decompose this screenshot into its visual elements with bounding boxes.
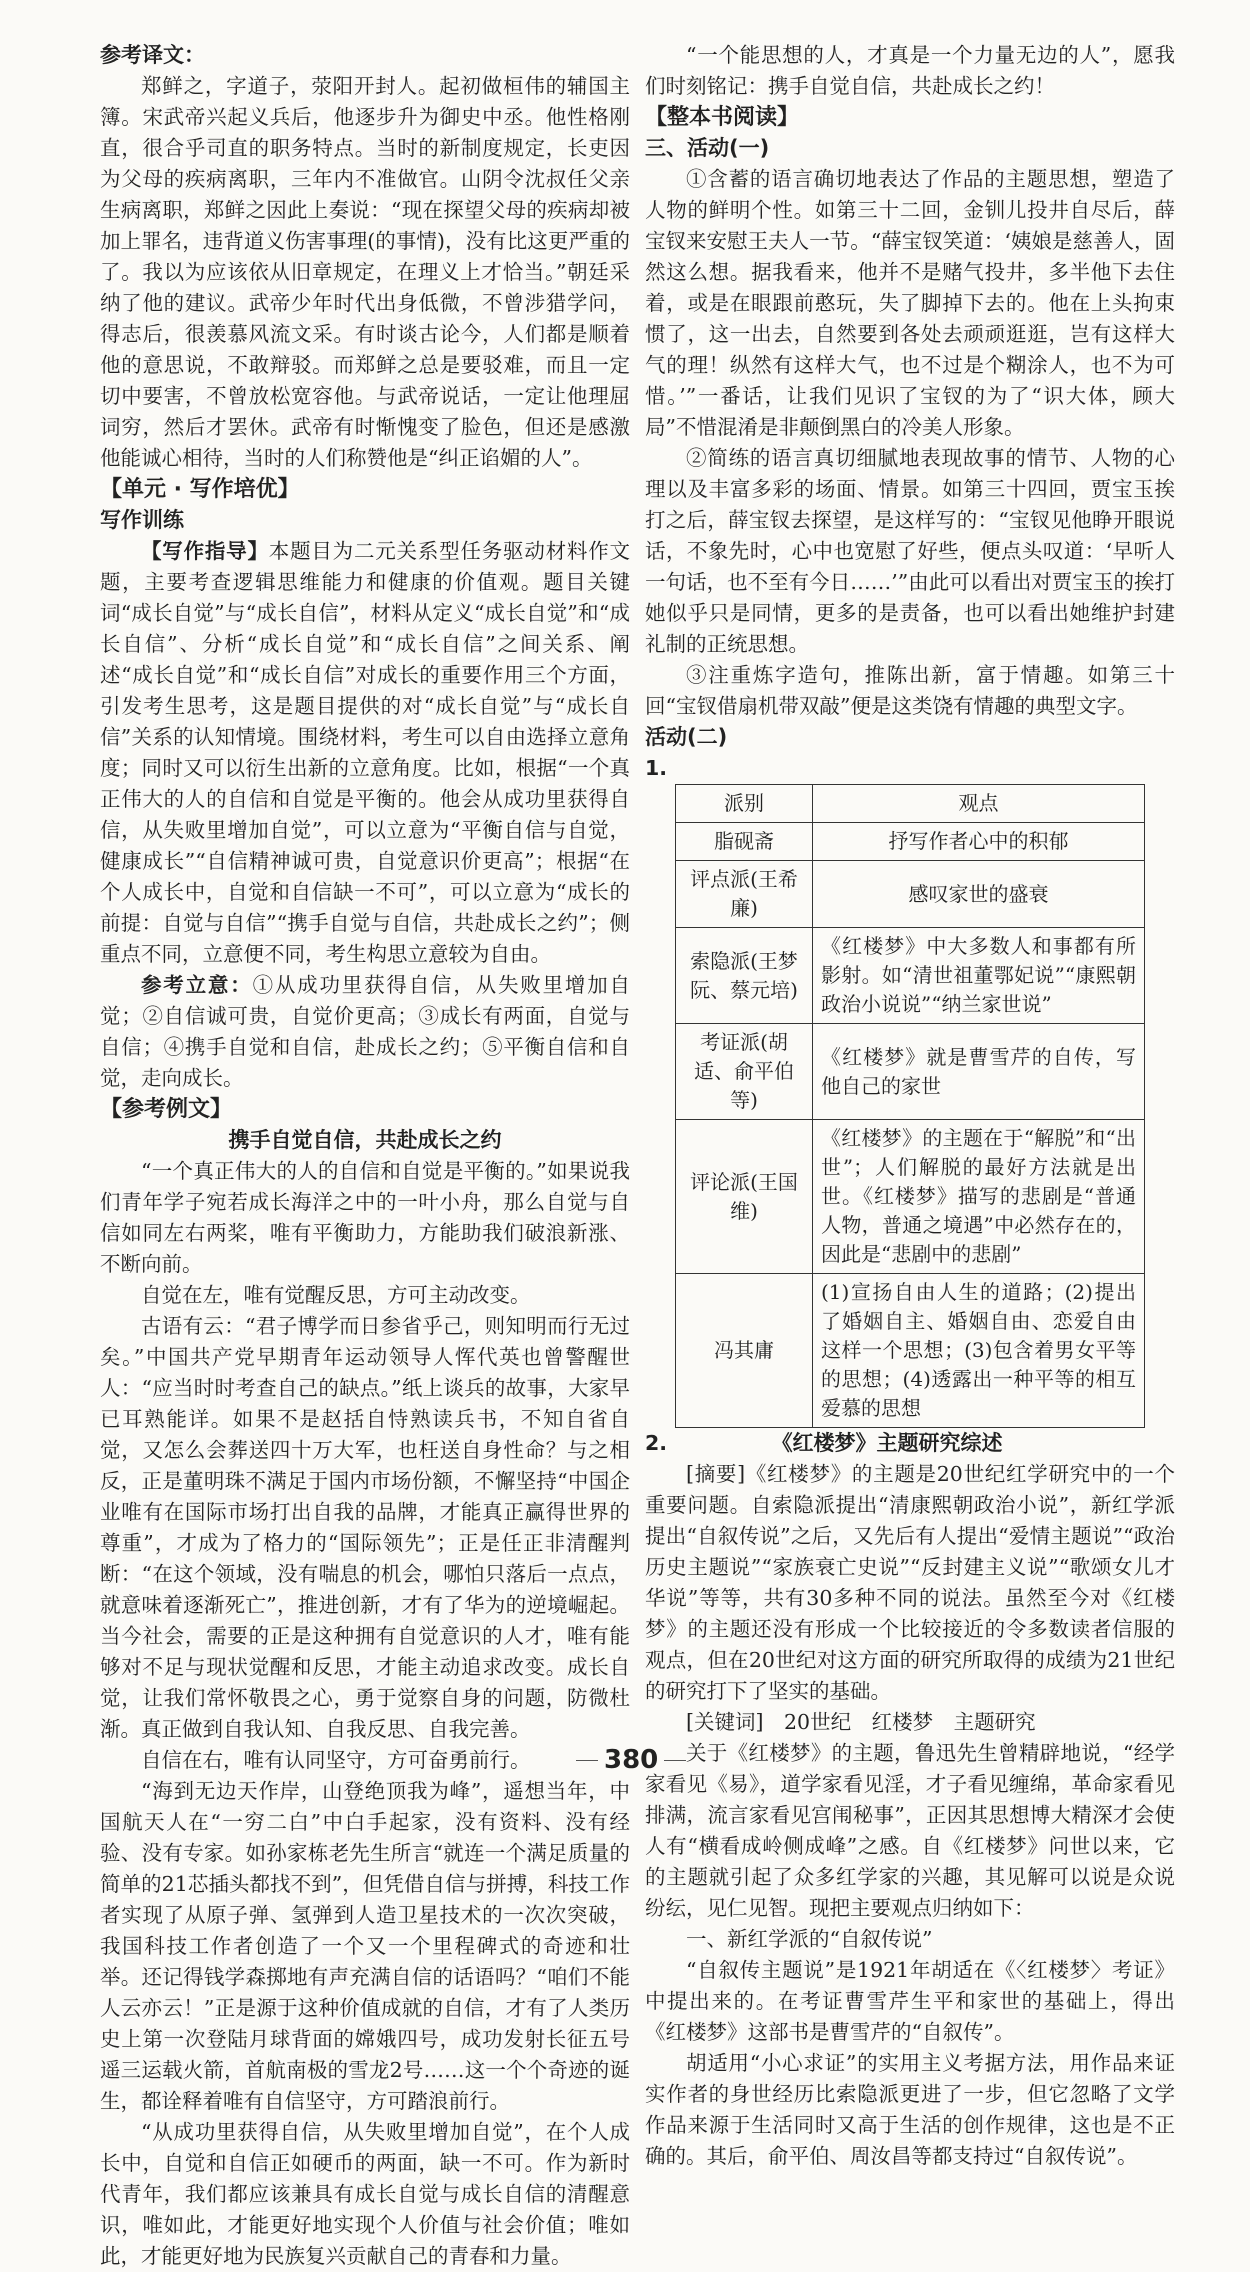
writing-guide-text: 本题目为二元关系型任务驱动材料作文题，主要考查逻辑思维能力和健康的价值观。题目关键词“成长自觉”与“成长自信”，材料从定义“成长自觉”和“成长自信”、分析“成长自觉”和“成长自信”之间关系、阐述“成长自觉”和“成长自信”对成长的重要作用三个方面，引发考生思考，这是题目提供的对“成长自觉”与“成长自信”关系的认知情境。围绕材料，考生可以自由选择立意角度；同时又可以衍生出新的立意角度。比如，根据“一个真正伟大的人的自信和自觉是平衡的。他会从成功里获得自信，从失败里增加自觉”，可以立意为“平衡自信与自觉，健康成长”“自信精神诚可贵，自觉意识价更高”；根据“在个人成长中，自觉和自信缺一不可”，可以立意为“成长的前提：自觉与自信”“携手自觉与自信，共赴成长之约”；侧重点不同，立意便不同，考生构思立意较为自由。 (100, 539, 631, 966)
activity-one-point: ①含蓄的语言确切地表达了作品的主题思想，塑造了人物的鲜明个性。如第三十二回，金钏儿投井自尽后，薛宝钗来安慰王夫人一节。“薛宝钗笑道：‘姨娘是慈善人，固然这么想。据我看来，他并不是赌气投井，多半他下去住着，或是在眼跟前憨玩，失了脚掉下去的。他在上头拘束惯了，这一出去，自然要到各处去顽顽逛逛，岂有这样大气的理！纵然有这样大气，也不过是个糊涂人，也不为可惜。’”一番话，让我们见识了宝钗的为了“识大体，顾大局”不惜混淆是非颠倒黑白的冷美人形象。 (645, 167, 1175, 439)
table-cell-school: 脂砚斋 (676, 823, 813, 861)
table-row (676, 861, 1145, 928)
activity-two-heading: 活动(二) (645, 725, 728, 749)
essay-paragraph: 古语有云：“君子博学而日参省乎己，则知明而行无过矣。”中国共产党早期青年运动领导人恽代英也曾警醒世人：“应当时时考查自己的缺点。”纸上谈兵的故事，大家早已耳熟能详。如果不是赵括自恃熟读兵书，不知自省自觉，又怎么会葬送四十万大军，也枉送自身性命？与之相反，正是董明珠不满足于国内市场份额，不懈坚持“中国企业唯有在国际市场打出自我的品牌，才能真正赢得世界的尊重”，才成为了格力的“国际领先”；正是任正非清醒判断：“在这个领域，没有喘息的机会，哪怕只落后一点点，就意味着逐渐死亡”，推进创新，才有了华为的逆境崛起。当今社会，需要的正是这种拥有自觉意识的人才，唯有能够对不足与现状觉醒和反思，才能主动追求改变。成长自觉，让我们常怀敬畏之心，勇于觉察自身的问题，防微杜渐。真正做到自我认知、自我反思、自我完善。 (100, 1314, 630, 1741)
activity-one-point: ②简练的语言真切细腻地表现故事的情节、人物的心理以及丰富多彩的场面、情景。如第三十四回，贾宝玉挨打之后，薛宝钗去探望，是这样写的：“宝钗见他睁开眼说话，不象先时，心中也宽慰了好些，便点头叹道：‘早听人一句话，也不至有今日……’”由此可以看出对贾宝玉的挨打她似乎只是同情，更多的是责备，也可以看出她维护封建礼制的正统思想。 (645, 446, 1175, 656)
table-row (676, 823, 1145, 861)
schools-table (675, 784, 1145, 1428)
review-keywords: [关键词] 20世纪 红楼梦 主题研究 (686, 1710, 1036, 1734)
table-cell-view: 感叹家世的盛衰 (813, 861, 1145, 928)
table-row (676, 1120, 1145, 1274)
table-cell-view: 抒写作者心中的积郁 (813, 823, 1145, 861)
table-cell-school: 考证派(胡适、俞平伯等) (676, 1024, 813, 1120)
writing-training-heading: 写作训练 (100, 508, 184, 532)
item-number: 2. (645, 1431, 668, 1455)
review-section-heading: 一、新红学派的“自叙传说” (686, 1927, 933, 1951)
page-number: 380 (570, 1745, 692, 1775)
table-cell-school: 评点派(王希廉) (676, 861, 813, 928)
right-column (645, 40, 1175, 2172)
table-cell-school: 冯其庸 (676, 1274, 813, 1428)
activity-one-point: ③注重炼字造句，推陈出新，富于情趣。如第三十回“宝钗借扇机带双敲”便是这类饶有情趣的典型文字。 (645, 663, 1175, 718)
whole-book-heading: 【整本书阅读】 (645, 105, 800, 130)
table-cell-school: 评论派(王国维) (676, 1120, 813, 1274)
activity-one-heading: 三、活动(一) (645, 136, 770, 160)
essay-paragraph: 自觉在左，唯有觉醒反思，方可主动改变。 (141, 1283, 531, 1307)
ref-translation-text: 郑鲜之，字道子，荥阳开封人。起初做桓伟的辅国主簿。宋武帝兴起义兵后，他逐步升为御史中丞。他性格刚直，很合乎司直的职务特点。当时的新制度规定，长吏因为父母的疾病离职，三年内不准做官。山阴令沈叔任父亲生病离职，郑鲜之因此上奏说：“现在探望父母的疾病却被加上罪名，违背道义伤害事理(的事情)，没有比这更严重的了。我以为应该依从旧章规定，在理义上才恰当。”朝廷采纳了他的建议。武帝少年时代出身低微，不曾涉猎学问，得志后，很羡慕风流文采。有时谈古论今，人们都是顺着他的意思说，不敢辩驳。而郑鲜之总是要驳难，而且一定切中要害，不曾放松宽容他。与武帝说话，一定让他理屈词穷，然后才罢休。武帝有时惭愧变了脸色，但还是感激他能诚心相待，当时的人们称赞他是“纠正谄媚的人”。 (100, 74, 630, 470)
table-row (676, 1274, 1145, 1428)
essay-paragraph: “从成功里获得自信，从失败里增加自觉”，在个人成长中，自觉和自信正如硬币的两面，缺一不可。作为新时代青年，我们都应该兼具有成长自觉与成长自信的清醒意识，唯如此，才能更好地实现个人价值与社会价值；唯如此，才能更好地为民族复兴贡献自己的青春和力量。 (100, 2120, 630, 2268)
table-cell-view: 《红楼梦》就是曹雪芹的自传，写他自己的家世 (813, 1024, 1145, 1120)
table-header-cell: 观点 (813, 785, 1145, 823)
table-row (676, 928, 1145, 1024)
review-abstract: [摘要]《红楼梦》的主题是20世纪红学研究中的一个重要问题。自索隐派提出“清康熙朝政治小说”，新红学派提出“自叙传说”之后，又先后有人提出“爱情主题说”“政治历史主题说”“家族衰亡史说”“反封建主义说”“歌颂女儿才华说”等等，共有30多种不同的说法。虽然至今对《红楼梦》的主题还没有形成一个比较接近的令多数读者信服的观点，但在20世纪对这方面的研究所取得的成绩为21世纪的研究打下了坚实的基础。 (645, 1462, 1175, 1703)
essay-ending: “一个能思想的人，才真是一个力量无边的人”，愿我们时刻铭记：携手自觉自信，共赴成长之约！ (645, 43, 1175, 98)
writing-guide-label: 【写作指导】 (141, 539, 269, 563)
sample-essay-heading: 【参考例文】 (100, 1097, 233, 1122)
ref-translation-heading: 参考译文： (100, 43, 205, 67)
unit-writing-heading: 【单元 · 写作培优】 (100, 477, 300, 502)
review-intro: 关于《红楼梦》的主题，鲁迅先生曾精辟地说，“经学家看见《易》，道学家看见淫，才子看见缠绵，革命家看见排满，流言家看见宫闱秘事”，正因其思想博大精深才会使人有“横看成岭侧成峰”之感。自《红楼梦》问世以来，它的主题就引起了众多红学家的兴趣，其见解可以说是众说纷纭，见仁见智。现把主要观点归纳如下： (645, 1741, 1175, 1920)
item-number: 1. (645, 756, 668, 780)
essay-title: 携手自觉自信，共赴成长之约 (228, 1128, 502, 1152)
table-cell-view: 《红楼梦》的主题在于“解脱”和“出世”；人们解脱的最好方法就是出世。《红楼梦》描写的悲剧是“普通人物，普通之境遇”中必然存在的，因此是“悲剧中的悲剧” (813, 1120, 1145, 1274)
review-section-text: “自叙传主题说”是1921年胡适在《〈红楼梦〉考证》中提出来的。在考证曹雪芹生平和家世的基础上，得出《红楼梦》这部书是曹雪芹的“自叙传”。 (645, 1958, 1175, 2044)
table-header-row (676, 785, 1145, 823)
left-column (100, 40, 630, 2272)
ref-ideas-label: 参考立意： (141, 973, 253, 997)
review-title: 《红楼梦》主题研究综述 (771, 1431, 1003, 1455)
essay-paragraph: “海到无边天作岸，山登绝顶我为峰”，遥想当年，中国航天人在“一穷二白”中白手起家，没有资料、没有经验、没有专家。如孙家栋老先生所言“就连一个满足质量的简单的21芯插头都找不到”，但凭借自信与拼搏，科技工作者实现了从原子弹、氢弹到人造卫星技术的一次次突破，我国科技工作者创造了一个又一个里程碑式的奇迹和壮举。还记得钱学森掷地有声充满自信的话语吗？“咱们不能人云亦云！”正是源于这种价值成就的自信，才有了人类历史上第一次登陆月球背面的嫦娥四号，成功发射长征五号遥三运载火箭，首航南极的雪龙2号……这一个个奇迹的诞生，都诠释着唯有自信坚守，方可踏浪前行。 (100, 1779, 630, 2113)
review-title-line (645, 1428, 1175, 1459)
ref-ideas (100, 970, 630, 1094)
review-section-text: 胡适用“小心求证”的实用主义考据方法，用作品来证实作者的身世经历比索隐派更进了一步，但它忽略了文学作品来源于生活同时又高于生活的创作规律，这也是不正确的。其后，俞平伯、周汝昌等都支持过“自叙传说”。 (645, 2051, 1175, 2168)
essay-paragraph: 自信在右，唯有认同坚守，方可奋勇前行。 (141, 1748, 531, 1772)
table-row (676, 1024, 1145, 1120)
table-cell-view: 《红楼梦》中大多数人和事都有所影射。如“清世祖董鄂妃说”“康熙朝政治小说说”“纳兰家世说” (813, 928, 1145, 1024)
table-header-cell: 派别 (676, 785, 813, 823)
writing-guide (100, 536, 630, 970)
essay-paragraph: “一个真正伟大的人的自信和自觉是平衡的。”如果说我们青年学子宛若成长海洋之中的一叶小舟，那么自觉与自信如同左右两桨，唯有平衡助力，方能助我们破浪新涨、不断向前。 (100, 1159, 630, 1276)
table-cell-view: (1)宣扬自由人生的道路；(2)提出了婚姻自主、婚姻自由、恋爱自由这样一个思想；(3)包含着男女平等的思想；(4)透露出一种平等的相互爱慕的思想 (813, 1274, 1145, 1428)
ref-ideas-text: ①从成功里获得自信，从失败里增加自觉；②自信诚可贵，自觉价更高；③成长有两面，自觉与自信；④携手自觉和自信，赴成长之约；⑤平衡自信和自觉，走向成长。 (100, 973, 631, 1090)
table-cell-school: 索隐派(王梦阮、蔡元培) (676, 928, 813, 1024)
